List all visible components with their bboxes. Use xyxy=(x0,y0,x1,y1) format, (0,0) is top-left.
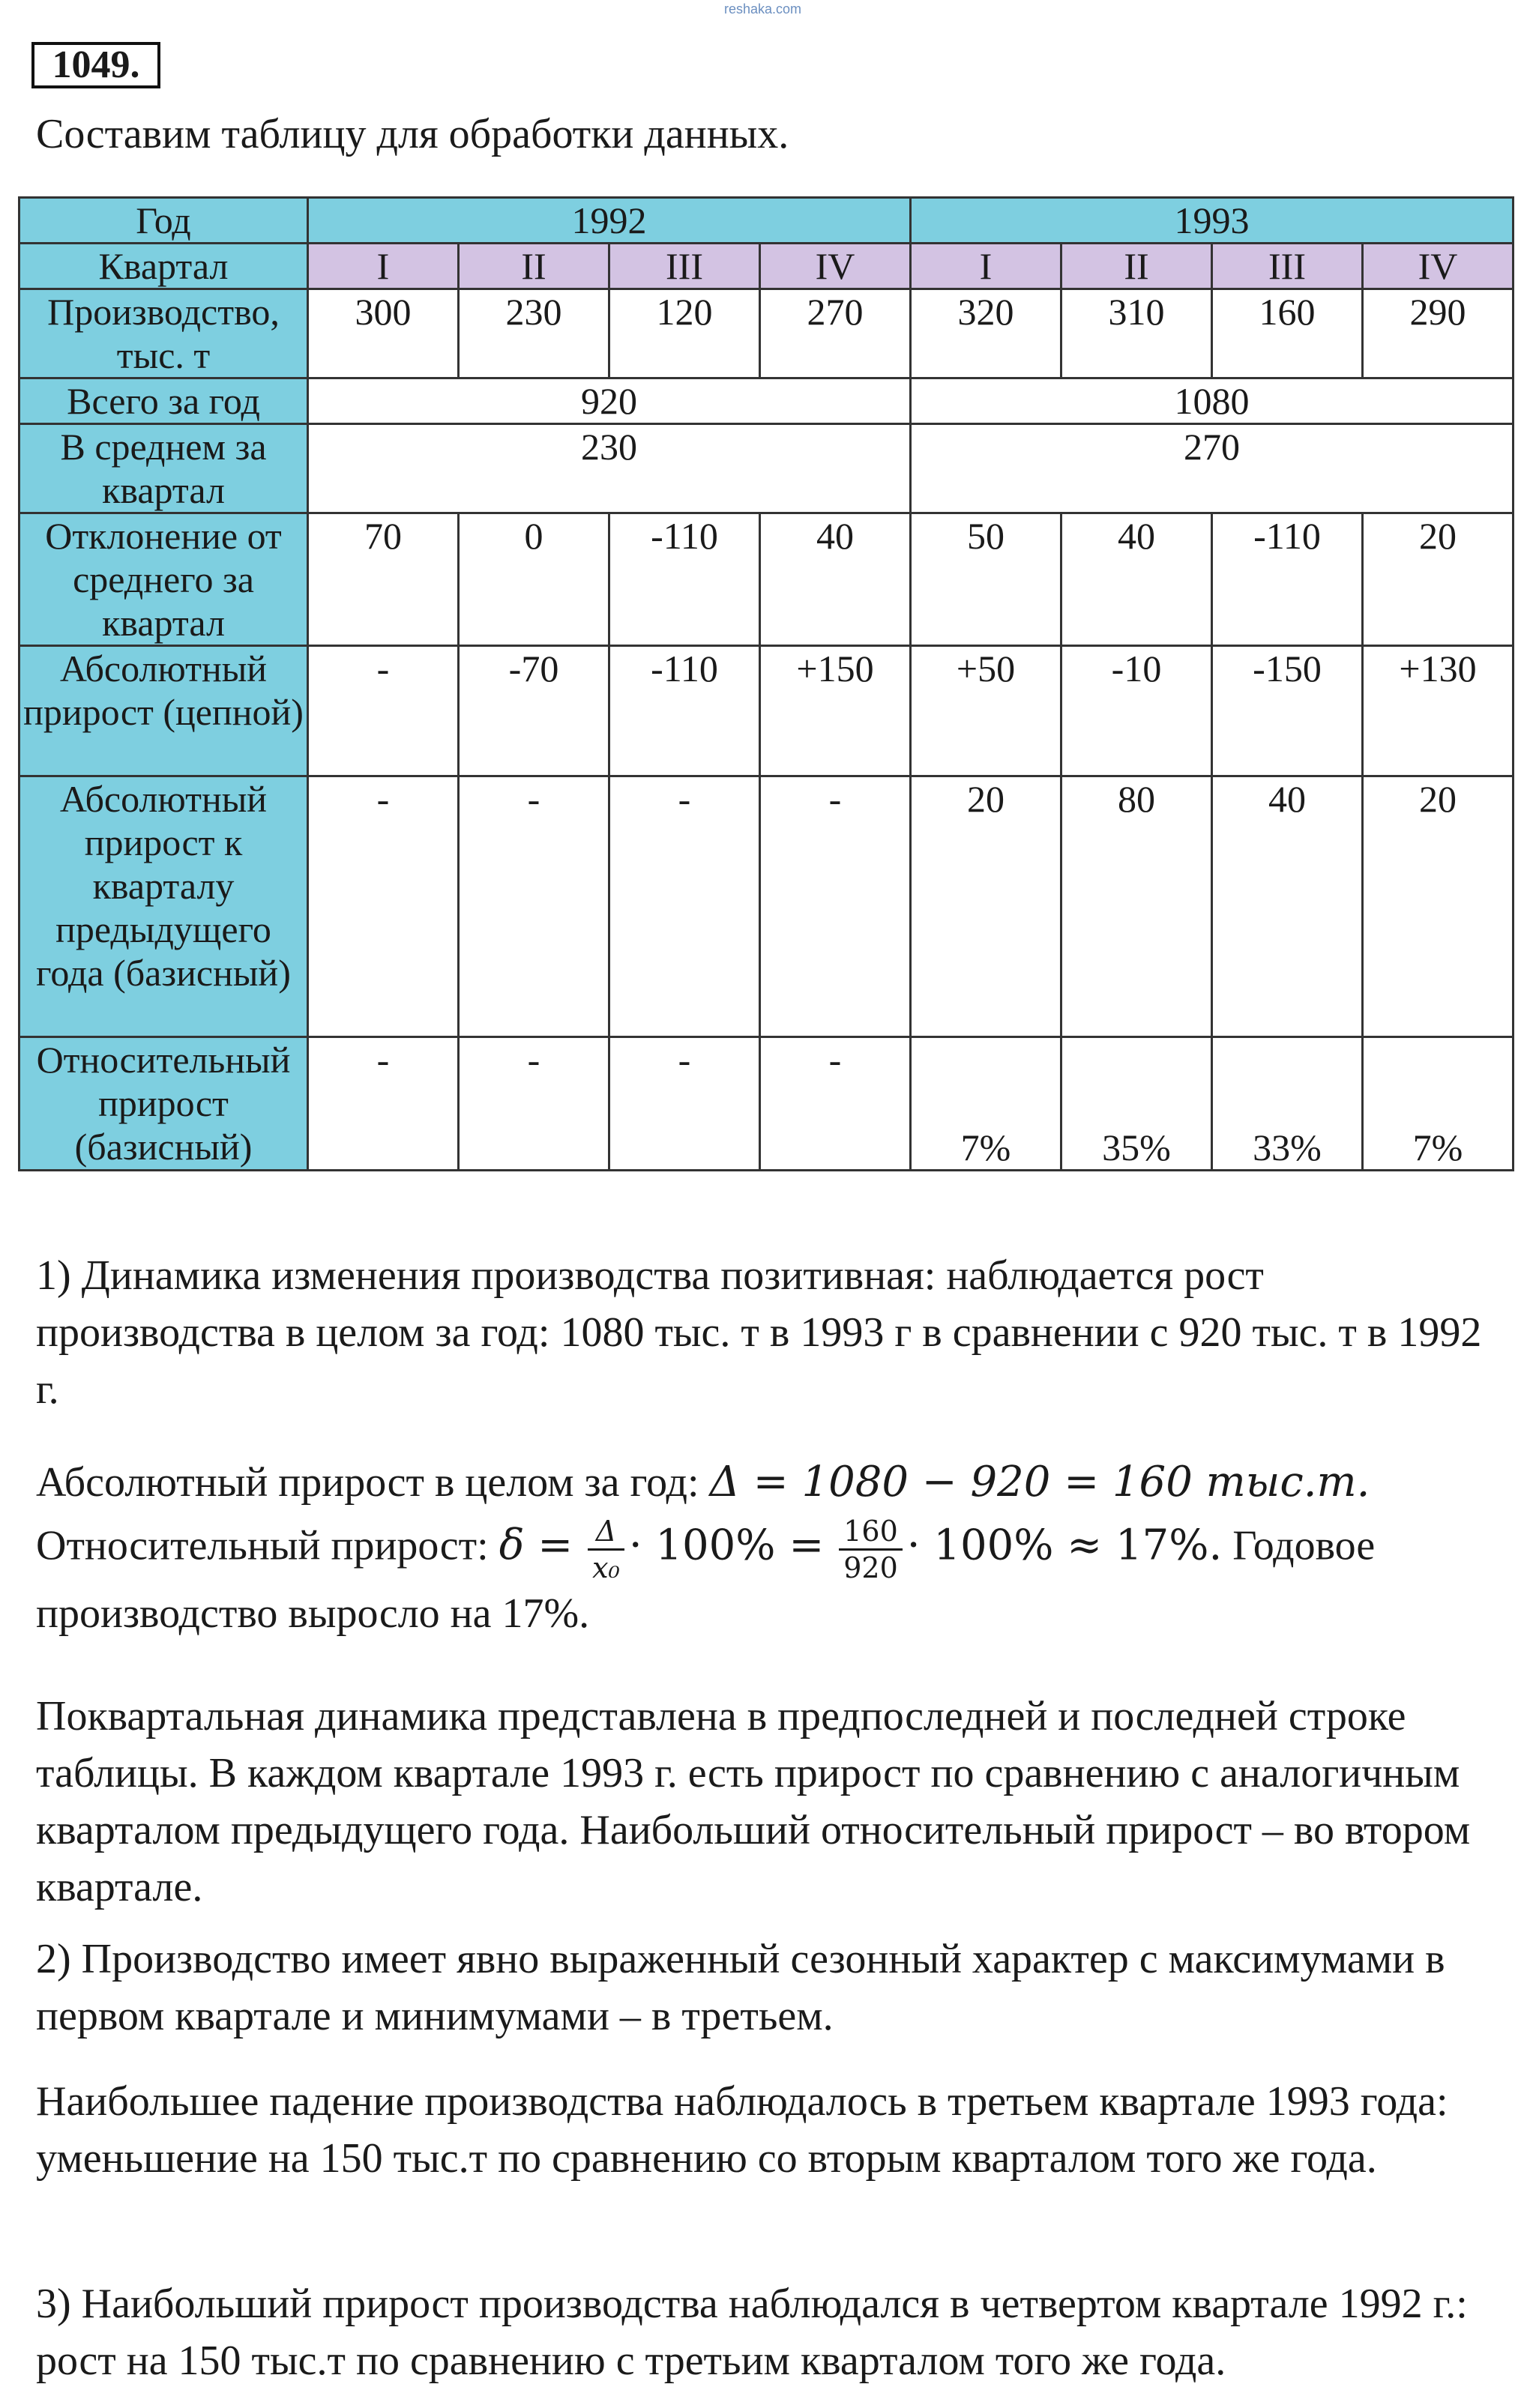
table-cell: - xyxy=(609,776,760,1037)
quarter-cell: II xyxy=(459,244,609,289)
quarter-cell: IV xyxy=(760,244,911,289)
average-1992: 230 xyxy=(308,424,911,513)
table-cell: 300 xyxy=(308,289,459,378)
table-cell: - xyxy=(459,776,609,1037)
table-cell: -110 xyxy=(609,513,760,646)
table-cell: 0 xyxy=(459,513,609,646)
table-row-deviation xyxy=(19,513,1514,646)
quarter-cell: I xyxy=(911,244,1061,289)
row-label: Всего за год xyxy=(19,378,308,424)
table-cell: 320 xyxy=(911,289,1061,378)
table-cell: +50 xyxy=(911,646,1061,776)
row-label: Отклонение от среднего за квартал xyxy=(19,513,308,646)
paragraph-abs-growth xyxy=(36,1454,1498,1511)
table-cell: 7% xyxy=(911,1037,1061,1171)
table-row-production xyxy=(19,289,1514,378)
abs-growth-prefix: Абсолютный прирост в целом за год: xyxy=(36,1459,710,1506)
formula-mid: · 100% = xyxy=(628,1521,825,1570)
fraction-numerator: 160 xyxy=(839,1514,903,1551)
table-cell: 20 xyxy=(911,776,1061,1037)
table-cell: 230 xyxy=(459,289,609,378)
quarter-cell: III xyxy=(609,244,760,289)
table-cell: 20 xyxy=(1363,513,1514,646)
table-cell: 270 xyxy=(760,289,911,378)
year-1992: 1992 xyxy=(308,198,911,244)
table-cell: 310 xyxy=(1061,289,1212,378)
table-cell: 35% xyxy=(1061,1037,1212,1171)
quarter-cell: I xyxy=(308,244,459,289)
table-row-chain-growth xyxy=(19,646,1514,776)
fraction-160-920 xyxy=(839,1514,903,1585)
table-cell: -10 xyxy=(1061,646,1212,776)
quarter-cell: II xyxy=(1061,244,1212,289)
table-cell: -110 xyxy=(609,646,760,776)
header-watermark: reshaka.com xyxy=(724,1,802,16)
row-label: В среднем за квартал xyxy=(19,424,308,513)
table-cell: 33% xyxy=(1212,1037,1363,1171)
intro-text: Составим таблицу для обработки данных. xyxy=(36,111,789,157)
table-cell: 80 xyxy=(1061,776,1212,1037)
table-cell: - xyxy=(308,646,459,776)
table-cell: - xyxy=(609,1037,760,1171)
paragraph-3: 3) Наибольший прирост производства наблюдался в четвертом квартале 1992 г.: рост на 150 тыс.т по сравнению с третьим кварталом того же года. xyxy=(36,2281,1468,2384)
table-cell: - xyxy=(760,1037,911,1171)
paragraph-1: 1) Динамика изменения производства позитивная: наблюдается рост производства в целом за год: 1080 тыс. т в 1993 г в сравнении с 920 тыс. т в 1992 г. xyxy=(36,1252,1482,1413)
table-cell: - xyxy=(760,776,911,1037)
table-row-base-growth xyxy=(19,776,1514,1037)
formula-end: · 100% ≈ 17%. xyxy=(906,1521,1223,1570)
table-cell: 120 xyxy=(609,289,760,378)
fraction-delta-x0 xyxy=(588,1514,624,1585)
delta-symbol: δ = xyxy=(499,1521,573,1570)
table-row-total xyxy=(19,378,1514,424)
year-label: Год xyxy=(19,198,308,244)
row-label: Относительный прирост (базисный) xyxy=(19,1037,308,1171)
quarter-row xyxy=(19,244,1514,289)
data-table xyxy=(18,196,1514,1171)
table-cell: 40 xyxy=(1212,776,1363,1037)
paragraph-rel-growth xyxy=(36,1514,1498,1642)
quarter-cell: IV xyxy=(1363,244,1514,289)
rel-growth-suffix: Годовое производство выросло на 17%. xyxy=(36,1522,1376,1637)
quarter-cell: III xyxy=(1212,244,1363,289)
quarter-label: Квартал xyxy=(19,244,308,289)
fraction-denominator: x₀ xyxy=(592,1551,620,1584)
table-cell: 7% xyxy=(1363,1037,1514,1171)
table-cell: - xyxy=(308,1037,459,1171)
total-1992: 920 xyxy=(308,378,911,424)
table-cell: 50 xyxy=(911,513,1061,646)
total-1993: 1080 xyxy=(911,378,1514,424)
paragraph-2: 2) Производство имеет явно выраженный сезонный характер с максимумами в первом квартале и минимумами – в третьем. xyxy=(36,1936,1445,2039)
table-cell: 20 xyxy=(1363,776,1514,1037)
average-1993: 270 xyxy=(911,424,1514,513)
problem-number: 1049. xyxy=(31,42,160,88)
table-cell: 40 xyxy=(1061,513,1212,646)
table-cell: -110 xyxy=(1212,513,1363,646)
table-row-average xyxy=(19,424,1514,513)
fraction-numerator: Δ xyxy=(588,1514,624,1551)
table-cell: - xyxy=(308,776,459,1037)
table-cell: - xyxy=(459,1037,609,1171)
year-1993: 1993 xyxy=(911,198,1514,244)
row-label: Производство, тыс. т xyxy=(19,289,308,378)
table-cell: 40 xyxy=(760,513,911,646)
paragraph-quarterly: Поквартальная динамика представлена в предпоследней и последней строке таблицы. В каждом квартале 1993 г. есть прирост по сравнению с аналогичным кварталом предыдущего года. Наибольший относительный прирост – во втором квартале. xyxy=(36,1693,1471,1910)
table-cell: 70 xyxy=(308,513,459,646)
table-cell: +150 xyxy=(760,646,911,776)
rel-growth-prefix: Относительный прирост: xyxy=(36,1522,499,1569)
abs-growth-formula: Δ = 1080 − 920 = 160 тыс.т. xyxy=(709,1458,1370,1506)
table-cell: 290 xyxy=(1363,289,1514,378)
table-cell: 160 xyxy=(1212,289,1363,378)
year-row xyxy=(19,198,1514,244)
row-label: Абсолютный прирост к кварталу предыдущего года (базисный) xyxy=(19,776,308,1037)
paragraph-max-drop: Наибольшее падение производства наблюдалось в третьем квартале 1993 года: уменьшение на 150 тыс.т по сравнению со вторым кварталом того же года. xyxy=(36,2078,1448,2182)
table-row-relative-growth xyxy=(19,1037,1514,1171)
row-label: Абсолютный прирост (цепной) xyxy=(19,646,308,776)
table-cell: -150 xyxy=(1212,646,1363,776)
table-cell: +130 xyxy=(1363,646,1514,776)
fraction-denominator: 920 xyxy=(843,1551,898,1584)
table-cell: -70 xyxy=(459,646,609,776)
